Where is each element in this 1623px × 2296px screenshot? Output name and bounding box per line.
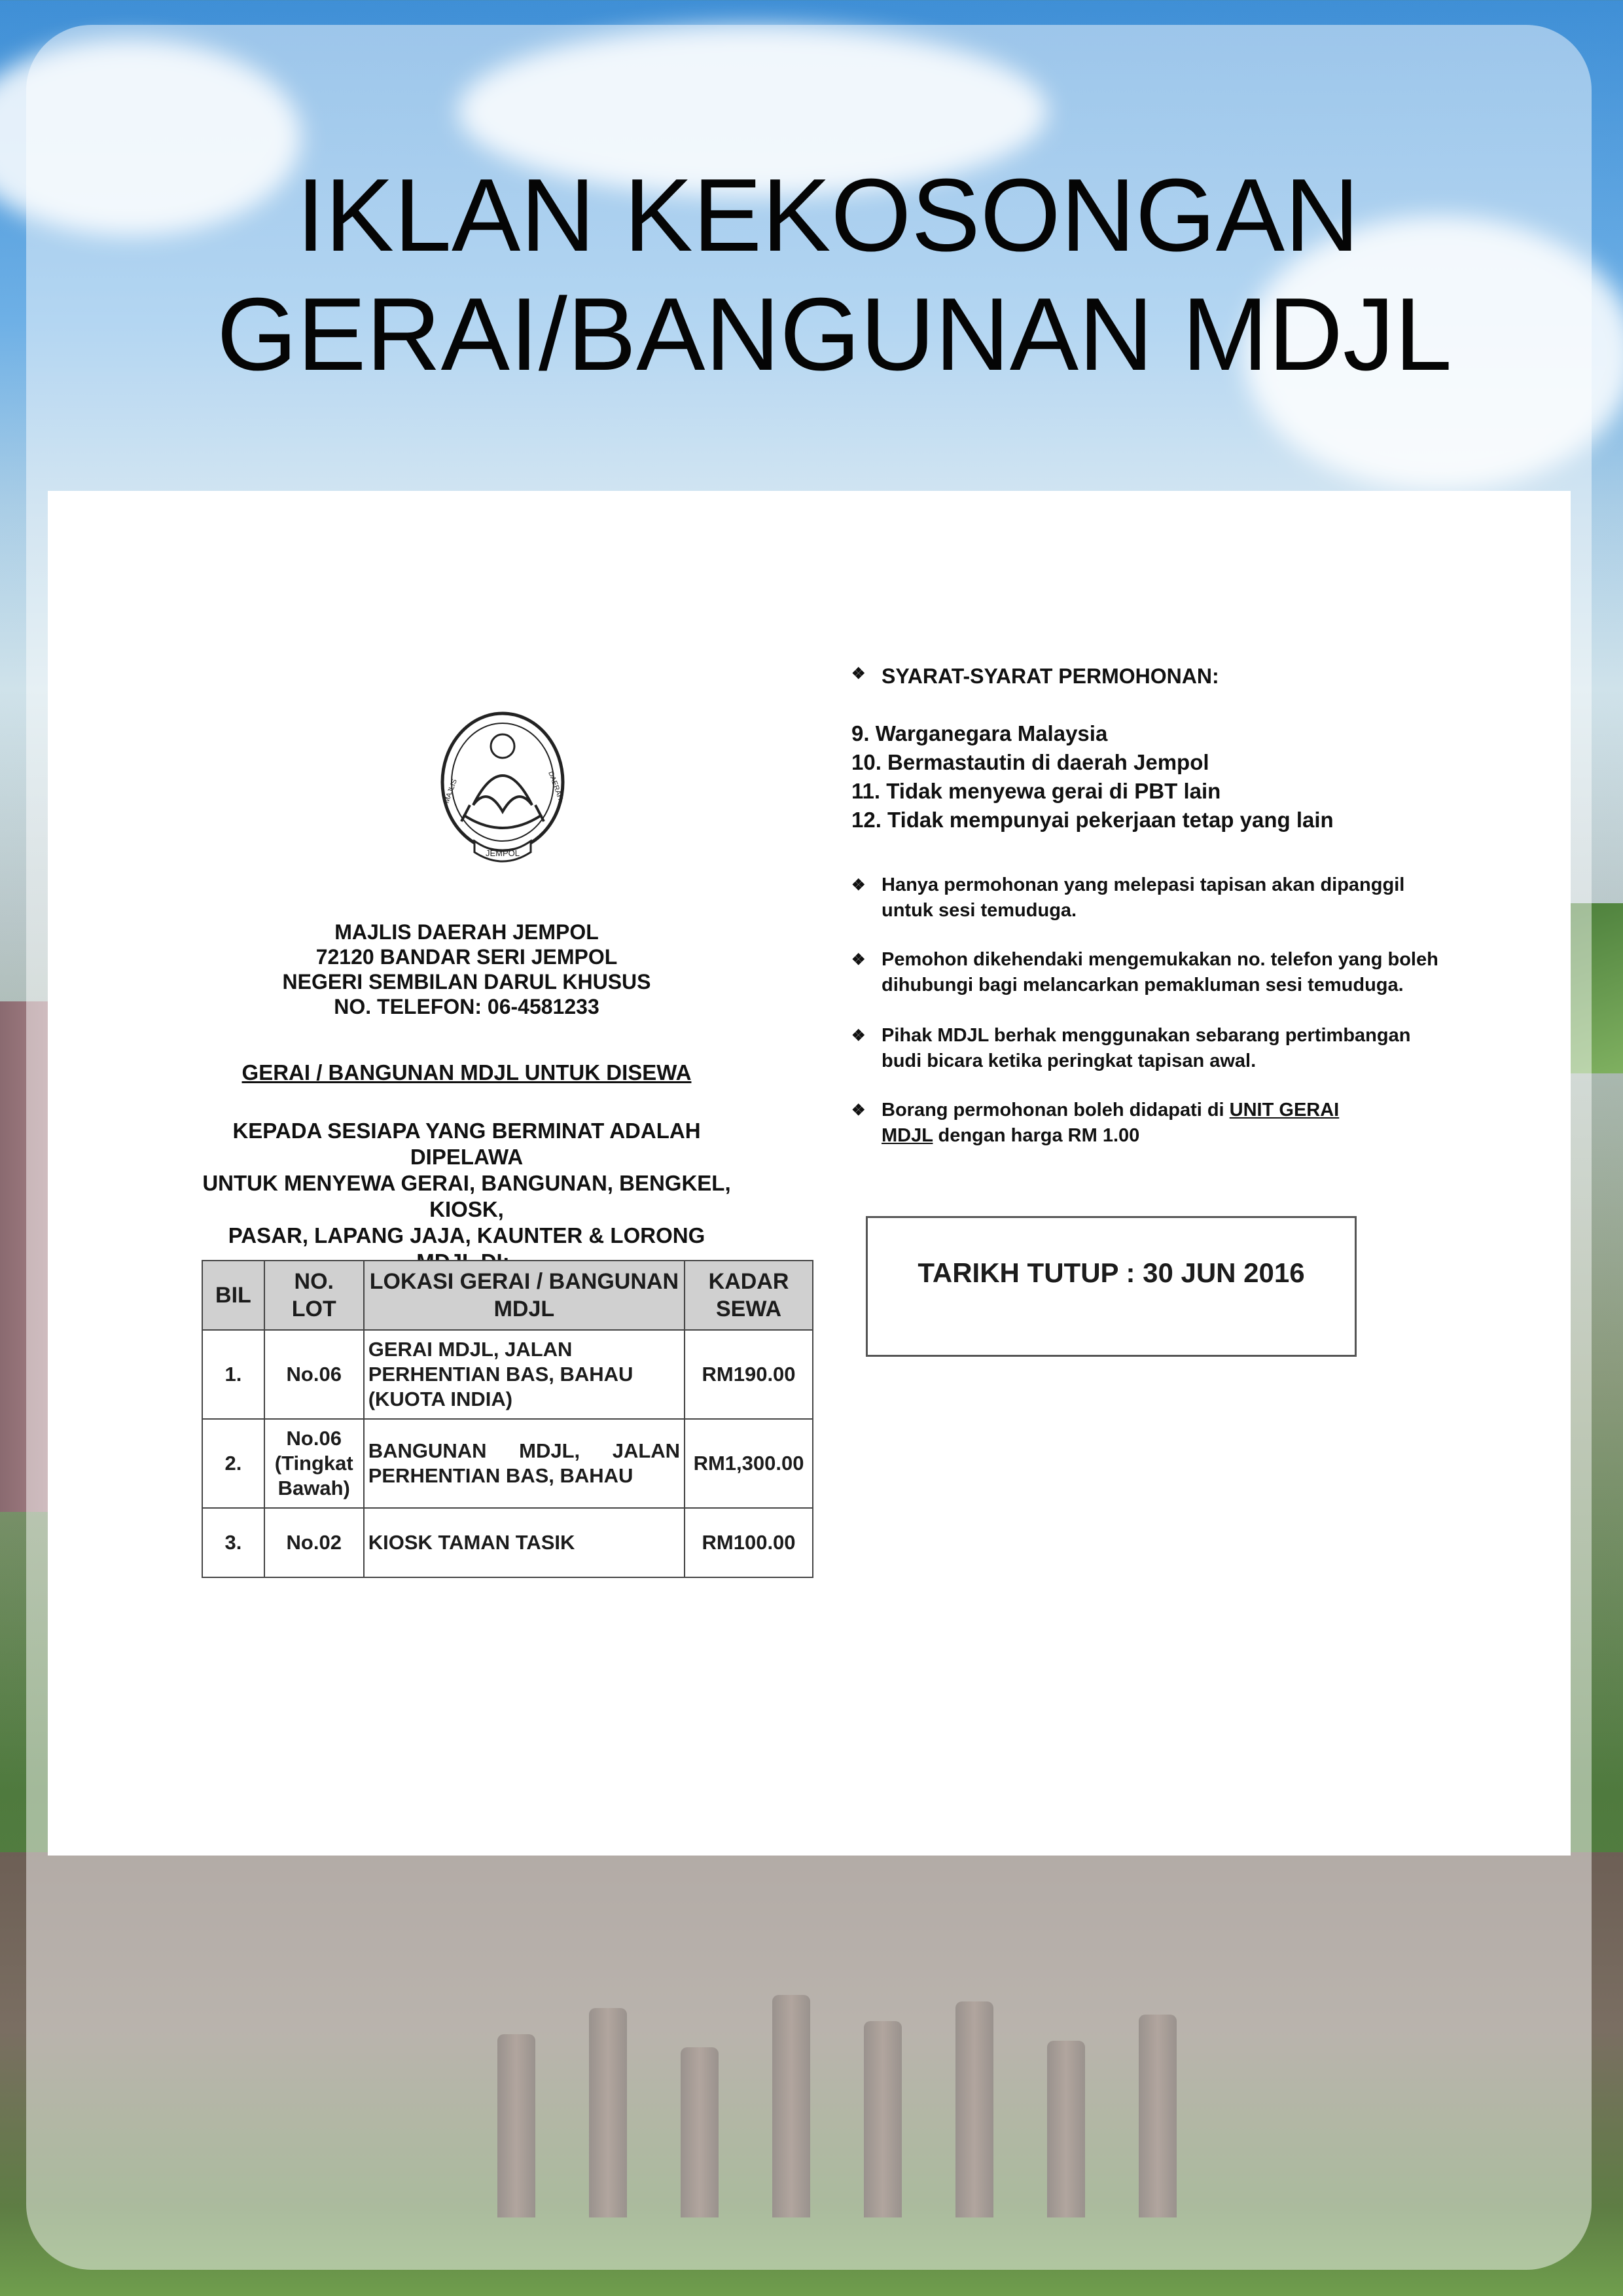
cell-rate: RM1,300.00: [685, 1419, 813, 1508]
invitation-line: KEPADA SESIAPA YANG BERMINAT ADALAH DIPELAWA: [232, 1119, 701, 1169]
header-bil: BIL: [202, 1261, 264, 1330]
cell-location: [364, 1419, 685, 1508]
cell-location-line: PERHENTIAN BAS, BAHAU: [368, 1464, 633, 1487]
notice-sheet: [48, 491, 1571, 1856]
closing-date-box: TARIKH TUTUP : 30 JUN 2016: [866, 1216, 1357, 1357]
requirements-list: [851, 719, 1334, 834]
note-item: [851, 1023, 1444, 1074]
header-rate-line: KADAR: [708, 1269, 789, 1294]
note-text: Pemohon dikehendaki mengemukakan no. telefon yang boleh dihubungi bagi melancarkan pemakluman sesi temuduga.: [882, 949, 1438, 996]
cell-location-line: PERHENTIAN BAS, BAHAU: [368, 1363, 633, 1386]
organisation-address-1: 72120 BANDAR SERI JEMPOL: [315, 945, 618, 969]
invitation-line: PASAR, LAPANG JAJA, KAUNTER & LORONG: [228, 1223, 705, 1247]
cell-lot: [264, 1330, 364, 1419]
table-row: [202, 1508, 813, 1577]
header-lot-line: NO.: [294, 1269, 334, 1294]
list-item: 9. Warganegara Malaysia: [851, 721, 1108, 745]
diamond-bullet-icon: ❖: [851, 876, 866, 894]
rental-subheading: GERAI / BANGUNAN MDJL UNTUK DISEWA: [241, 1060, 692, 1085]
cell-location-line: BANGUNAN MDJL, JALAN: [368, 1439, 681, 1462]
invitation-text: [198, 1118, 735, 1275]
organisation-address-2: NEGERI SEMBILAN DARUL KHUSUS: [282, 970, 651, 994]
note-item: [851, 947, 1444, 998]
diamond-bullet-icon: ❖: [851, 951, 866, 969]
organisation-name: MAJLIS DAERAH JEMPOL: [334, 920, 599, 944]
cell-location: [364, 1508, 685, 1577]
list-item: 10. Bermastautin di daerah Jempol: [851, 750, 1209, 774]
note-text: Hanya permohonan yang melepasi tapisan akan dipanggil untuk sesi temuduga.: [882, 874, 1405, 921]
table-row: [202, 1330, 813, 1419]
note-text: Pihak MDJL berhak menggunakan sebarang pertimbangan budi bicara ketika peringkat tapisan awal.: [882, 1025, 1411, 1071]
header-rate: [685, 1261, 813, 1330]
requirements-title-text: SYARAT-SYARAT PERMOHONAN:: [882, 664, 1219, 688]
headline-line-1: IKLAN KEKOSONGAN: [296, 158, 1360, 273]
cell-rate: RM190.00: [685, 1330, 813, 1419]
diamond-bullet-icon: ❖: [851, 1027, 866, 1045]
mdjl-crest-logo: [434, 707, 571, 877]
cell-bil: 2.: [202, 1419, 264, 1508]
headline-line-2: GERAI/BANGUNAN MDJL: [217, 277, 1452, 392]
cell-lot-line: Bawah): [277, 1477, 350, 1499]
cell-location: [364, 1330, 685, 1419]
header-lot: [264, 1261, 364, 1330]
requirements-title: [851, 664, 1219, 689]
table-row: [202, 1419, 813, 1508]
cell-lot-line: No.06: [286, 1427, 342, 1450]
note-item: [851, 872, 1444, 924]
list-item: 12. Tidak mempunyai pekerjaan tetap yang lain: [851, 808, 1334, 832]
lots-table: [202, 1260, 813, 1578]
cell-rate: RM100.00: [685, 1508, 813, 1577]
diamond-bullet-icon: ❖: [851, 665, 866, 683]
form-note-text: [882, 1098, 1444, 1149]
header-lot-line: LOT: [291, 1297, 336, 1321]
logo-left-text: MAJLIS: [442, 778, 459, 805]
form-note-prefix: Borang permohonan boleh didapati di: [882, 1100, 1230, 1121]
header-location-line: MDJL: [493, 1297, 555, 1321]
logo-right-text: DAERAH: [546, 770, 565, 802]
cell-lot-line: (Tingkat: [274, 1452, 353, 1475]
diamond-bullet-icon: ❖: [851, 1102, 866, 1119]
cell-lot-line: No.06: [286, 1363, 342, 1386]
invitation-line: UNTUK MENYEWA GERAI, BANGUNAN, BENGKEL, KIOSK,: [202, 1171, 731, 1221]
cell-lot: [264, 1419, 364, 1508]
list-item: 11. Tidak menyewa gerai di PBT lain: [851, 779, 1221, 803]
table-header-row: [202, 1261, 813, 1330]
form-note-unit: UNIT GERAI: [1229, 1100, 1340, 1121]
form-note-suffix: dengan harga RM 1.00: [933, 1125, 1140, 1146]
header-location-line: LOKASI GERAI / BANGUNAN: [369, 1269, 679, 1294]
cell-location-line: GERAI MDJL, JALAN: [368, 1338, 573, 1361]
cell-location-line: KIOSK TAMAN TASIK: [368, 1531, 575, 1554]
header-rate-line: SEWA: [715, 1297, 782, 1321]
form-note-unit: MDJL: [882, 1125, 933, 1146]
cell-bil: 3.: [202, 1508, 264, 1577]
cell-lot: [264, 1508, 364, 1577]
cell-lot-line: No.02: [286, 1531, 342, 1554]
cell-bil: 1.: [202, 1330, 264, 1419]
cell-location-line: (KUOTA INDIA): [368, 1388, 513, 1410]
header-location: [364, 1261, 685, 1330]
organisation-phone: NO. TELEFON: 06-4581233: [334, 995, 599, 1018]
form-note: [851, 1098, 1444, 1149]
organisation-block: [211, 920, 722, 1019]
logo-bottom-text: JEMPOL: [485, 848, 520, 858]
